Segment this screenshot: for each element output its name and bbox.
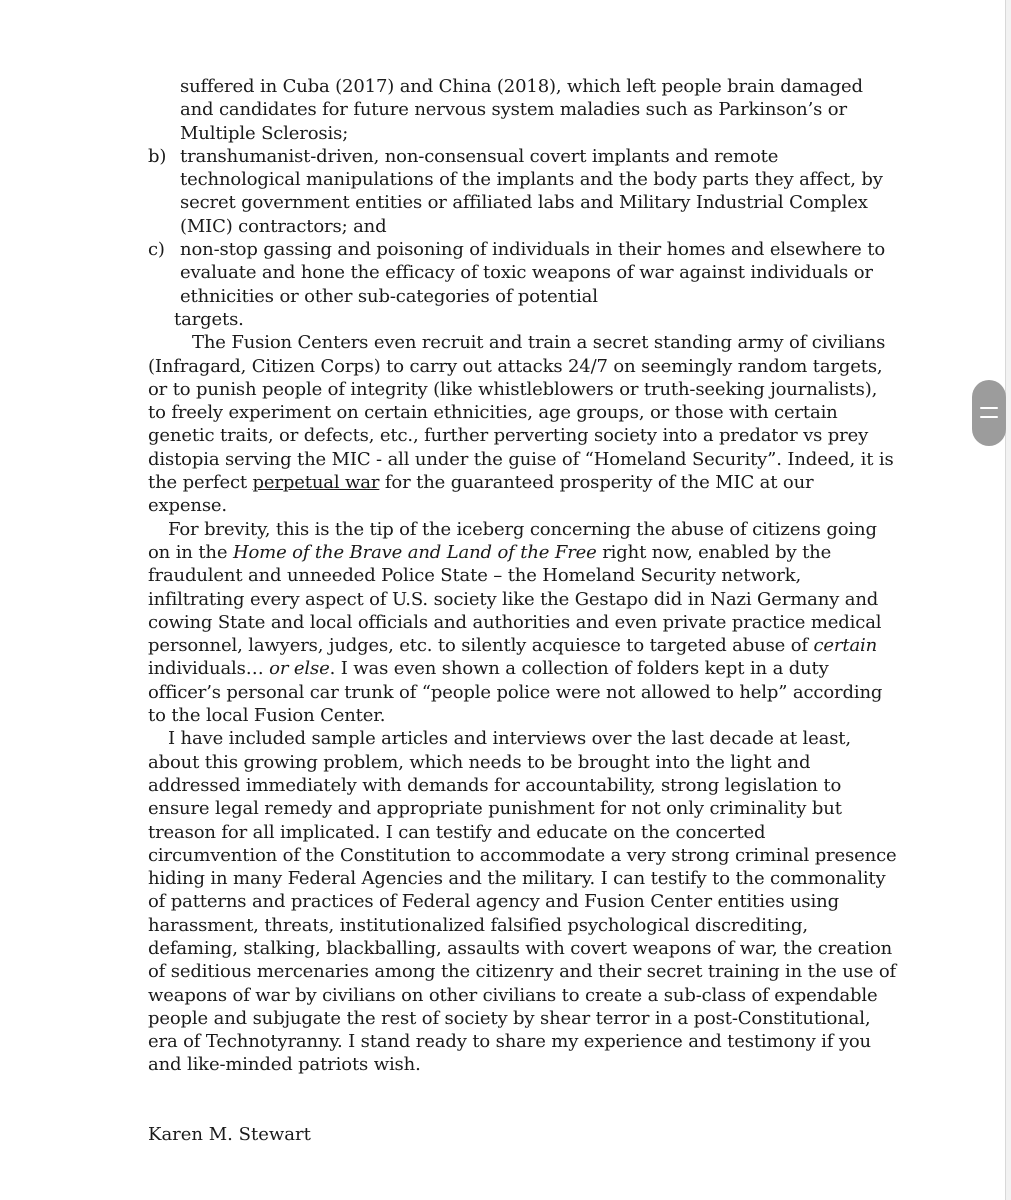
list-item-text: non-stop gassing and poisoning of individuals in their homes and elsewhere to evaluate and hone the efficacy of toxic weapons of war against individuals or ethnicities or other sub-categories of potential: [180, 239, 886, 307]
paragraph-text: right now, enabled by the fraudulent and unneeded Police State – the Homeland Security network, infiltrating every aspect of U.S. society like the Gestapo did in Nazi Germany and cowing State and local officials and authorities and even private practice medical personnel, lawyers, judges, etc. to silently acquiesce to targeted abuse of: [148, 541, 882, 657]
paragraph-text: individuals…: [148, 658, 270, 680]
paragraph-text: For brevity, this is the tip of the iceberg concerning the abuse of citizens going on in the: [148, 518, 877, 563]
paragraph-fusion-centers: [148, 331, 898, 517]
list-item-continuation: suffered in Cuba (2017) and China (2018), which left people brain damaged and candidates for future nervous system maladies such as Parkinson’s or Multiple Sclerosis;: [180, 76, 863, 144]
underlined-phrase: perpetual war: [252, 472, 380, 494]
signature-name: Karen M. Stewart: [148, 1124, 311, 1145]
italic-phrase: or else: [269, 658, 330, 680]
paragraph-testimony: I have included sample articles and interviews over the last decade at least, about this growing problem, which needs to be brought into the light and addressed immediately with demands for accountability, strong legislation to ensure legal remedy and appropriate punishment for not only criminality but treason for all implicated. I can testify and educate on the concerted circumvention of the Constitution to accommodate a very strong criminal presence hiding in many Federal Agencies and the military. I can testify to the commonality of patterns and practices of Federal agency and Fusion Center entities using harassment, threats, institutionalized falsified psychological discrediting, defaming, stalking, blackballing, assaults with covert weapons of war, the creation of seditious mercenaries among the citizenry and their secret training in the use of weapons of war by civilians on other civilians to create a sub-class of expendable people and subjugate the rest of society by shear terror in a post-Constitutional, era of Technotyranny. I stand ready to share my experience and testimony if you and like-minded patriots wish.: [148, 728, 897, 1076]
italic-phrase: Home of the Brave and Land of the Free: [232, 541, 597, 563]
grip-line-icon: [980, 407, 998, 409]
document-body: [148, 75, 898, 1077]
list-item: [148, 145, 898, 238]
paragraph-text: The Fusion Centers even recruit and train a secret standing army of civilians (Infragard, Citizen Corps) to carry out attacks 24/7 on seemingly random targets, or to punish people of integrity (like whistleblowers or truth-seeking journalists), to freely experiment on certain ethnicities, age groups, or those with certain genetic traits, or defects, etc., further perverting society into a predator vs prey distopia serving the MIC - all under the guise of “Homeland Security”. Indeed, it is the perfect: [148, 332, 894, 494]
list-marker: b): [148, 145, 167, 167]
grip-line-icon: [980, 416, 998, 418]
list-tail: targets.: [174, 308, 244, 330]
paragraph-text: for the guaranteed prosperity of the MIC at our expense.: [148, 472, 814, 517]
paragraph-brevity: [148, 518, 898, 728]
paragraph-text: . I was even shown a collection of folders kept in a duty officer’s personal car trunk of “people police were not allowed to help” according to the local Fusion Center.: [148, 658, 883, 727]
italic-phrase: certain: [813, 635, 878, 657]
list-item-text: transhumanist-driven, non-consensual covert implants and remote technological manipulations of the implants and the body parts they affect, by secret government entities or affiliated labs and Military Industrial Complex (MIC) contractors; and: [180, 145, 883, 237]
scroll-handle[interactable]: [972, 380, 1006, 446]
list-item: [148, 238, 898, 308]
list-marker: c): [148, 239, 165, 261]
